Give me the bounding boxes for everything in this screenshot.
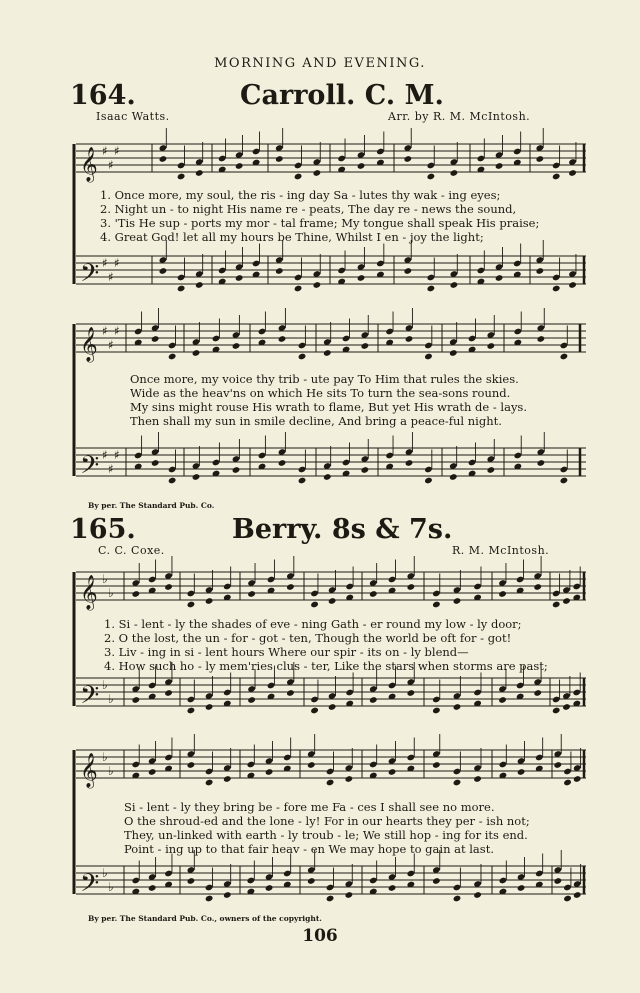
author-credit: Isaac Watts. — [96, 110, 170, 123]
sharp-icon: ♯ — [114, 324, 120, 338]
note-head — [473, 891, 482, 899]
note-head — [235, 274, 244, 282]
note-head — [298, 353, 307, 361]
note-head — [187, 761, 196, 769]
verse-line: Point - ing up to that fair heav - en We may hope to gain at last. — [124, 842, 494, 856]
note-head — [168, 353, 177, 361]
sharp-icon: ♯ — [108, 158, 114, 172]
note-head — [187, 601, 196, 609]
note-head — [495, 274, 504, 282]
note-head — [275, 267, 284, 275]
note-head — [278, 459, 287, 467]
note-head — [427, 285, 436, 293]
sharp-icon: ♯ — [108, 462, 114, 476]
note-head — [369, 696, 378, 704]
note-head — [432, 707, 441, 715]
sharp-icon: ♯ — [114, 144, 120, 158]
note-head — [407, 689, 416, 697]
note-head — [326, 779, 335, 787]
note-head — [473, 775, 482, 783]
flat-icon: ♭ — [108, 692, 114, 706]
treble-clef-icon: 𝄞 — [80, 147, 98, 182]
note-head — [563, 779, 572, 787]
note-head — [357, 162, 366, 170]
note-head — [498, 590, 507, 598]
note-head — [450, 169, 459, 177]
verse-line: My sins might rouse His wrath to flame, But yet His wrath de - lays. — [130, 400, 527, 414]
verse-line: They, un-linked with earth - ly troub - le; We still hop - ing for its end. — [124, 828, 528, 842]
note-head — [294, 173, 303, 181]
verse-line: 2. Night un - to night His name re - peats, The day re - news the sound, — [100, 202, 517, 216]
sharp-icon: ♯ — [108, 338, 114, 352]
composer-credit: R. M. McIntosh. — [452, 544, 550, 557]
sharp-icon: ♯ — [108, 270, 114, 284]
note-head — [552, 173, 561, 181]
note-head — [148, 884, 157, 892]
note-head — [313, 169, 322, 177]
note-head — [326, 895, 335, 903]
composer-credit: Arr. by R. M. McIntosh. — [388, 110, 531, 123]
note-head — [449, 349, 458, 357]
note-head — [424, 353, 433, 361]
note-head — [164, 583, 173, 591]
flat-icon: ♭ — [108, 880, 114, 894]
flat-icon: ♭ — [108, 764, 114, 778]
note-head — [361, 342, 370, 350]
note-head — [536, 155, 545, 163]
note-head — [148, 768, 157, 776]
note-head — [453, 703, 462, 711]
note-head — [192, 473, 201, 481]
note-head — [537, 459, 546, 467]
note-head — [164, 689, 173, 697]
note-head — [187, 707, 196, 715]
note-head — [498, 696, 507, 704]
note-head — [357, 274, 366, 282]
note-head — [177, 285, 186, 293]
note-head — [195, 169, 204, 177]
note-head — [223, 775, 232, 783]
note-head — [132, 590, 141, 598]
permission-note: By per. The Standard Pub. Co., owners of the copyright. — [88, 914, 322, 923]
sharp-icon: ♯ — [102, 324, 108, 338]
note-head — [232, 466, 241, 474]
sharp-icon: ♯ — [102, 144, 108, 158]
note-head — [195, 281, 204, 289]
flat-icon: ♭ — [102, 572, 108, 586]
note-head — [560, 477, 569, 485]
note-head — [323, 349, 332, 357]
note-head — [388, 768, 397, 776]
hymn-title: Carroll. C. M. — [240, 80, 444, 111]
verse-line: 4. Great God! let all my hours be Thine, Whilst I en - joy the light; — [100, 230, 484, 244]
note-head — [235, 162, 244, 170]
note-head — [407, 583, 416, 591]
note-head — [573, 775, 582, 783]
note-head — [427, 173, 436, 181]
note-head — [323, 473, 332, 481]
note-head — [536, 267, 545, 275]
permission-note: By per. The Standard Pub. Co. — [88, 501, 215, 510]
note-head — [487, 466, 496, 474]
note-head — [307, 877, 316, 885]
note-head — [560, 353, 569, 361]
note-head — [307, 761, 316, 769]
verse-line: 3. Liv - ing in si - lent hours Where our spir - its on - ly blend— — [104, 645, 469, 659]
note-head — [328, 703, 337, 711]
verse-line: Once more, my voice thy trib - ute pay To Him that rules the skies. — [130, 372, 519, 386]
note-head — [432, 761, 441, 769]
note-head — [562, 703, 571, 711]
note-head — [388, 884, 397, 892]
verse-line: 4. How such ho - ly mem'ries clus - ter, Like the stars when storms are past; — [104, 659, 548, 673]
treble-clef-icon: 𝄞 — [80, 575, 98, 610]
note-head — [205, 779, 214, 787]
note-head — [453, 597, 462, 605]
note-head — [533, 689, 542, 697]
note-head — [563, 895, 572, 903]
note-head — [247, 590, 256, 598]
note-head — [232, 342, 241, 350]
note-head — [168, 477, 177, 485]
verse-line: 3. 'Tis He sup - ports my mor - tal frame; My tongue shall speak His praise; — [100, 216, 540, 230]
note-head — [573, 891, 582, 899]
note-head — [487, 342, 496, 350]
flat-icon: ♭ — [102, 750, 108, 764]
note-head — [495, 162, 504, 170]
note-head — [552, 601, 561, 609]
verse-line: Si - lent - ly they bring be - fore me Fa - ces I shall see no more. — [124, 800, 495, 814]
note-head — [517, 884, 526, 892]
note-head — [223, 891, 232, 899]
note-head — [369, 590, 378, 598]
sharp-icon: ♯ — [102, 256, 108, 270]
verse-line: Then shall my sun in smile decline, And bring a peace-ful night. — [130, 414, 502, 428]
note-head — [562, 597, 571, 605]
note-head — [449, 473, 458, 481]
note-head — [151, 335, 160, 343]
note-head — [177, 173, 186, 181]
note-head — [552, 285, 561, 293]
verse-line: 1. Once more, my soul, the ris - ing day Sa - lutes thy wak - ing eyes; — [100, 188, 501, 202]
flat-icon: ♭ — [102, 678, 108, 692]
note-head — [405, 335, 414, 343]
note-head — [345, 891, 354, 899]
note-head — [405, 459, 414, 467]
note-head — [159, 267, 168, 275]
note-head — [205, 895, 214, 903]
note-head — [278, 335, 287, 343]
flat-icon: ♭ — [102, 866, 108, 880]
treble-clef-icon: 𝄞 — [80, 327, 98, 362]
sharp-icon: ♯ — [114, 256, 120, 270]
note-head — [151, 459, 160, 467]
note-head — [328, 597, 337, 605]
author-credit: C. C. Coxe. — [98, 544, 165, 557]
note-head — [286, 583, 295, 591]
note-head — [298, 477, 307, 485]
verse-line: 2. O the lost, the un - for - got - ten, Though the world be oft for - got! — [104, 631, 512, 645]
note-head — [552, 707, 561, 715]
note-head — [424, 477, 433, 485]
verse-line: O the shroud-ed and the lone - ly! For in our hearts they per - ish not; — [124, 814, 530, 828]
note-head — [568, 169, 577, 177]
note-head — [361, 466, 370, 474]
note-head — [132, 696, 141, 704]
flat-icon: ♭ — [108, 586, 114, 600]
sharp-icon: ♯ — [102, 448, 108, 462]
note-head — [533, 583, 542, 591]
running-head: MORNING AND EVENING. — [214, 56, 426, 71]
note-head — [159, 155, 168, 163]
note-head — [554, 877, 563, 885]
note-head — [247, 696, 256, 704]
treble-clef-icon: 𝄞 — [80, 753, 98, 788]
note-head — [450, 281, 459, 289]
note-head — [568, 281, 577, 289]
bass-clef-icon: 𝄢 — [80, 869, 100, 904]
note-head — [404, 267, 413, 275]
note-head — [517, 768, 526, 776]
note-head — [537, 335, 546, 343]
note-head — [432, 601, 441, 609]
bass-clef-icon: 𝄢 — [80, 451, 100, 486]
note-head — [275, 155, 284, 163]
note-head — [205, 703, 214, 711]
note-head — [310, 707, 319, 715]
note-head — [453, 895, 462, 903]
note-head — [404, 155, 413, 163]
page-number: 106 — [302, 926, 338, 946]
hymn-number: 164. — [70, 80, 136, 111]
note-head — [187, 877, 196, 885]
note-head — [310, 601, 319, 609]
bass-clef-icon: 𝄢 — [80, 259, 100, 294]
verse-line: Wide as the heav'ns on which He sits To turn the sea-sons round. — [130, 386, 511, 400]
verse-line: 1. Si - lent - ly the shades of eve - ning Gath - er round my low - ly door; — [104, 617, 522, 631]
note-head — [265, 884, 274, 892]
note-head — [313, 281, 322, 289]
note-head — [294, 285, 303, 293]
note-head — [554, 761, 563, 769]
sharp-icon: ♯ — [114, 448, 120, 462]
note-head — [432, 877, 441, 885]
note-head — [205, 597, 214, 605]
hymn-number: 165. — [70, 514, 136, 545]
bass-clef-icon: 𝄢 — [80, 681, 100, 716]
hymn-title: Berry. 8s & 7s. — [232, 514, 453, 545]
note-head — [286, 689, 295, 697]
note-head — [265, 768, 274, 776]
note-head — [453, 779, 462, 787]
note-head — [192, 349, 201, 357]
note-head — [345, 775, 354, 783]
